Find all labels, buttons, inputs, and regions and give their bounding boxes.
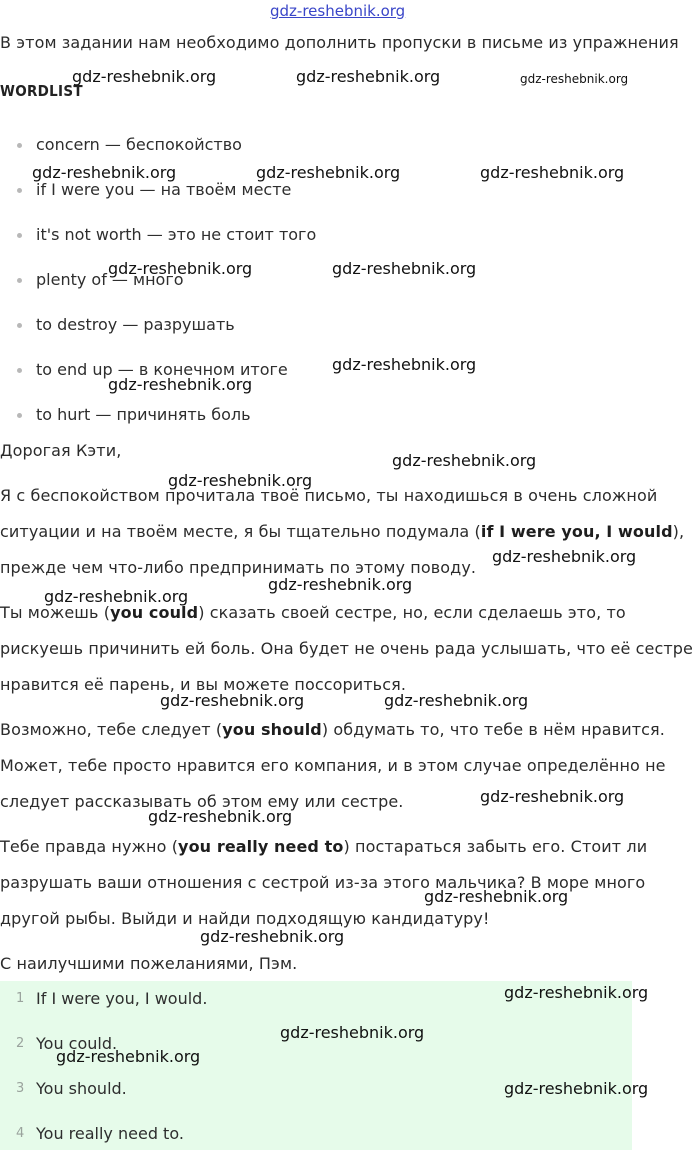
letter-line: прежде чем что-либо предпринимать по этому поводу. [0, 558, 477, 577]
answer-item: If I were you, I would. [36, 989, 208, 1008]
watermark: gdz-reshebnik.org [108, 259, 253, 278]
watermark: gdz-reshebnik.org [160, 691, 305, 710]
watermark: gdz-reshebnik.org [200, 927, 345, 946]
letter-line: разрушать ваши отношения с сестрой из-за этого мальчика? В море много [0, 873, 646, 892]
watermark: gdz-reshebnik.org [392, 451, 537, 470]
watermark: gdz-reshebnik.org [168, 471, 313, 490]
watermark: gdz-reshebnik.org [44, 587, 189, 606]
letter-text: ) сказать своей сестре, но, если сделаешь это, то [198, 603, 626, 622]
answer-number: 3 [16, 1081, 25, 1096]
answer-highlight: you could [110, 603, 199, 622]
watermark: gdz-reshebnik.org [256, 163, 401, 182]
watermark: gdz-reshebnik.org [32, 163, 177, 182]
watermark: gdz-reshebnik.org [424, 887, 569, 906]
letter-line [0, 720, 665, 739]
letter-line: рискуешь причинить ей боль. Она будет не очень рада услышать, что её сестре [0, 639, 693, 658]
letter-greeting: Дорогая Кэти, [0, 441, 122, 460]
letter-line [0, 837, 647, 856]
watermark: gdz-reshebnik.org [504, 1079, 649, 1098]
list-item: it's not worth — это не стоит того [36, 225, 317, 244]
watermark: gdz-reshebnik.org [480, 787, 625, 806]
list-item: to end up — в конечном итоге [36, 360, 288, 379]
wordlist-heading: WORDLIST [0, 82, 83, 100]
letter-line: Я с беспокойством прочитала твоё письмо, ты находишься в очень сложной [0, 486, 658, 505]
letter-signoff: С наилучшими пожеланиями, Пэм. [0, 954, 298, 973]
letter-line: Может, тебе просто нравится его компания, и в этом случае определённо не [0, 756, 666, 775]
answer-highlight: you really need to [178, 837, 344, 856]
watermark: gdz-reshebnik.org [520, 72, 629, 86]
bullet-icon [17, 143, 22, 148]
list-item: to destroy — разрушать [36, 315, 235, 334]
letter-text: ) постараться забыть его. Стоит ли [343, 837, 648, 856]
bullet-icon [17, 233, 22, 238]
answer-number: 2 [16, 1036, 25, 1051]
letter-line: следует рассказывать об этом ему или сестре. [0, 792, 404, 811]
answer-item: You should. [36, 1079, 127, 1098]
bullet-icon [17, 413, 22, 418]
watermark: gdz-reshebnik.org [108, 375, 253, 394]
letter-text: ) обдумать то, что тебе в нём нравится. [321, 720, 665, 739]
letter-line [0, 522, 684, 541]
letter-line: другой рыбы. Выйди и найди подходящую кандидатуру! [0, 909, 490, 928]
answer-highlight: you should [222, 720, 322, 739]
letter-text: Ты можешь ( [0, 603, 111, 622]
watermark: gdz-reshebnik.org [492, 547, 637, 566]
answer-number: 4 [16, 1126, 25, 1141]
watermark: gdz-reshebnik.org [268, 575, 413, 594]
intro-text: В этом задании нам необходимо дополнить пропуски в письме из упражнения [0, 33, 679, 52]
watermark: gdz-reshebnik.org [72, 67, 217, 86]
answer-item: You could. [36, 1034, 118, 1053]
bullet-icon [17, 278, 22, 283]
watermark: gdz-reshebnik.org [384, 691, 529, 710]
watermark-top: gdz-reshebnik.org [270, 2, 406, 20]
letter-text: ситуации и на твоём месте, я бы тщательно подумала ( [0, 522, 481, 541]
list-item: concern — беспокойство [36, 135, 242, 154]
watermark: gdz-reshebnik.org [504, 983, 649, 1002]
watermark: gdz-reshebnik.org [280, 1023, 425, 1042]
list-item: plenty of — много [36, 270, 184, 289]
answer-number: 1 [16, 991, 25, 1006]
list-item: if I were you — на твоём месте [36, 180, 292, 199]
watermark: gdz-reshebnik.org [148, 807, 293, 826]
answer-highlight: if I were you, I would [480, 522, 673, 541]
bullet-icon [17, 368, 22, 373]
watermark: gdz-reshebnik.org [480, 163, 625, 182]
list-item: to hurt — причинять боль [36, 405, 251, 424]
watermark: gdz-reshebnik.org [296, 67, 441, 86]
bullet-icon [17, 323, 22, 328]
watermark: gdz-reshebnik.org [56, 1047, 201, 1066]
letter-text: Тебе правда нужно ( [0, 837, 179, 856]
letter-text: ), [672, 522, 685, 541]
letter-text: Возможно, тебе следует ( [0, 720, 223, 739]
letter-line: нравится её парень, и вы можете поссориться. [0, 675, 407, 694]
watermark: gdz-reshebnik.org [332, 259, 477, 278]
answer-item: You really need to. [36, 1124, 184, 1143]
bullet-icon [17, 188, 22, 193]
watermark: gdz-reshebnik.org [332, 355, 477, 374]
